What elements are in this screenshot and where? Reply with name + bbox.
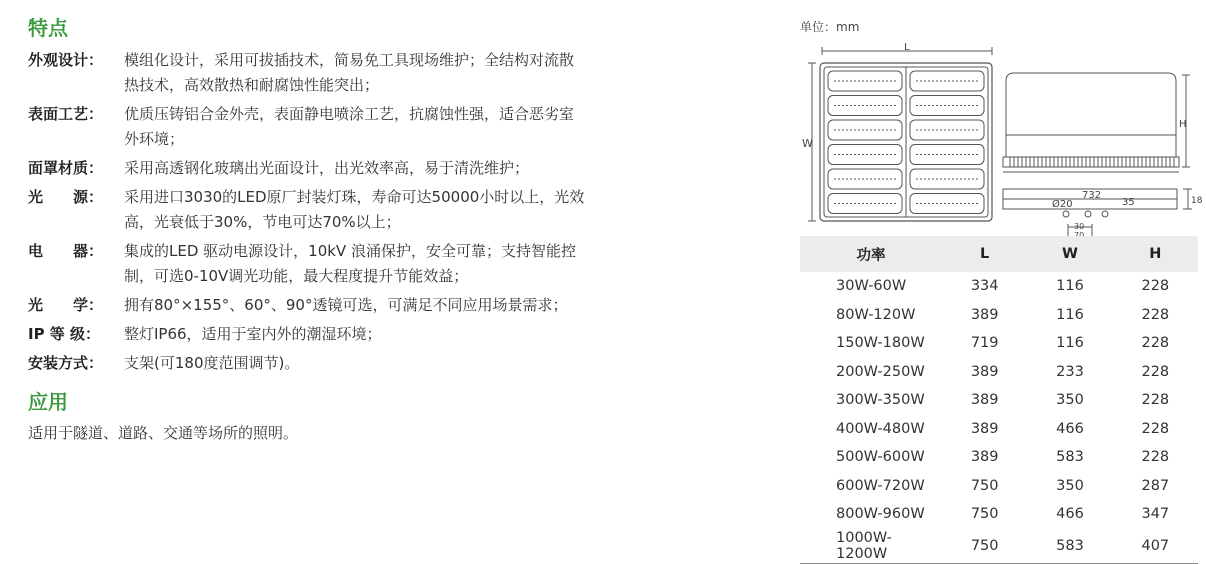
dim-18-label: 18 — [1191, 196, 1203, 206]
feature-label: 安装方式： — [28, 354, 104, 372]
application-title: 应用 — [28, 390, 68, 414]
feature-text-line: 支架(可180度范围调节)。 — [124, 354, 300, 372]
cell-power: 1000W-1200W — [800, 529, 942, 564]
feature-text — [124, 102, 748, 152]
cell-power: 300W-350W — [836, 392, 925, 409]
feature-text-line: 高，光衰低于30%，节电可达70%以上； — [124, 213, 401, 231]
feature-text-line: 拥有80°×155°、60°、90°透镜可选，可满足不同应用场景需求； — [124, 296, 568, 314]
cell-L: 389 — [970, 392, 999, 409]
table-row — [800, 500, 1198, 529]
feature-text-line: 制，可选0-10V调光功能，最大程度提升节能效益； — [124, 267, 469, 285]
cell-L: 389 — [970, 363, 999, 380]
features-column — [28, 14, 748, 446]
dim-L-label: L — [904, 42, 910, 53]
feature-item — [28, 322, 748, 347]
header-H: H — [1113, 236, 1198, 272]
feature-item — [28, 48, 748, 98]
cell-power: 600W-720W — [836, 477, 925, 494]
feature-label: 表面工艺： — [28, 105, 104, 123]
cell-power: 150W-180W — [836, 335, 925, 352]
cell-H: 287 — [1141, 477, 1170, 494]
feature-text-line: 采用进口3030的LED原厂封装灯珠，寿命可达50000小时以上，光效 — [124, 188, 585, 206]
cell-H: 228 — [1141, 392, 1170, 409]
cell-W: 116 — [1056, 335, 1084, 352]
feature-text — [124, 156, 748, 181]
cell-L: 719 — [970, 335, 999, 352]
unit-label: 单位：mm — [800, 20, 860, 34]
feature-text — [124, 185, 748, 235]
cell-H: 228 — [1141, 363, 1170, 380]
cell-L: 334 — [970, 278, 999, 295]
feature-label: 电 器： — [28, 242, 104, 260]
cell-H: 228 — [1141, 306, 1170, 323]
feature-item — [28, 102, 748, 152]
dim-H-label: H — [1179, 119, 1187, 130]
spec-table-header — [800, 236, 1198, 272]
feature-item — [28, 293, 748, 318]
feature-text-line: 优质压铸铝合金外壳，表面静电喷涂工艺，抗腐蚀性强，适合恶劣室 — [124, 105, 575, 123]
cell-L: 389 — [970, 449, 999, 466]
feature-item — [28, 156, 748, 181]
cell-W: 233 — [1056, 363, 1084, 380]
cell-W: 583 — [1056, 449, 1084, 466]
table-row — [800, 301, 1198, 330]
table-row — [800, 443, 1198, 472]
feature-text-line: 整灯IP66，适用于室内外的潮湿环境； — [124, 325, 382, 343]
table-row — [800, 358, 1198, 387]
cell-H: 407 — [1113, 529, 1198, 564]
feature-label: 光 学： — [28, 296, 104, 314]
feature-item — [28, 351, 748, 376]
feature-label: IP 等 级： — [28, 325, 101, 343]
dim-phi20-label: Ø20 — [1052, 199, 1073, 210]
cell-H: 228 — [1141, 449, 1170, 466]
cell-power: 800W-960W — [836, 506, 925, 523]
feature-label: 面罩材质： — [28, 159, 104, 177]
feature-text — [124, 293, 748, 318]
dim-732-label: 732 — [1082, 190, 1102, 201]
cell-power: 80W-120W — [836, 306, 916, 323]
spec-column — [800, 18, 1203, 562]
side-view-drawing — [1003, 73, 1190, 172]
cell-W: 116 — [1056, 306, 1084, 323]
cell-H: 228 — [1141, 420, 1170, 437]
feature-text-line: 集成的LED 驱动电源设计，10kV 浪涌保护，安全可靠；支持智能控 — [124, 242, 576, 260]
feature-text — [124, 239, 748, 289]
application-text: 适用于隧道、道路、交通等场所的照明。 — [28, 424, 299, 442]
feature-text-line: 热技术，高效散热和耐腐蚀性能突出； — [124, 76, 380, 94]
feature-item — [28, 239, 748, 289]
front-view-drawing — [808, 47, 992, 221]
feature-label: 外观设计： — [28, 51, 104, 69]
feature-text-line: 模组化设计，采用可拔插技术，简易免工具现场维护；全结构对流散 — [124, 51, 575, 69]
feature-text — [124, 48, 748, 98]
cell-W: 466 — [1056, 420, 1084, 437]
cell-W: 466 — [1056, 506, 1084, 523]
table-row — [800, 329, 1198, 358]
feature-text-line: 采用高透钢化玻璃出光面设计，出光效率高，易于清洗维护； — [124, 159, 530, 177]
table-row — [800, 415, 1198, 444]
cell-power: 30W-60W — [836, 278, 907, 295]
cell-power: 500W-600W — [836, 449, 925, 466]
features-title: 特点 — [28, 16, 68, 40]
cell-L: 750 — [970, 506, 999, 523]
header-power: 功率 — [800, 236, 942, 272]
cell-power: 200W-250W — [836, 363, 925, 380]
table-row — [800, 272, 1198, 301]
cell-W: 583 — [1027, 529, 1112, 564]
dim-W-label: W — [802, 137, 813, 150]
cell-L: 750 — [942, 529, 1027, 564]
cell-W: 350 — [1056, 477, 1084, 494]
feature-text — [124, 351, 748, 376]
spec-table — [800, 236, 1198, 564]
feature-list — [28, 48, 748, 376]
header-W: W — [1027, 236, 1112, 272]
header-L: L — [942, 236, 1027, 272]
product-dimension-drawing — [800, 39, 1203, 239]
cell-L: 750 — [970, 477, 999, 494]
feature-text-line: 外环境； — [124, 130, 185, 148]
feature-item — [28, 185, 748, 235]
cell-W: 116 — [1056, 278, 1084, 295]
dim-35-label: 35 — [1122, 197, 1135, 208]
cell-H: 228 — [1141, 278, 1170, 295]
cell-L: 389 — [970, 420, 999, 437]
table-row — [800, 386, 1198, 415]
dim-30-label: 30 — [1074, 222, 1085, 231]
cell-W: 350 — [1056, 392, 1084, 409]
dimension-drawings — [800, 39, 1203, 239]
cell-L: 389 — [970, 306, 999, 323]
table-row — [800, 529, 1198, 564]
cell-H: 228 — [1141, 335, 1170, 352]
feature-label: 光 源： — [28, 188, 104, 206]
feature-text — [124, 322, 748, 347]
table-row — [800, 472, 1198, 501]
cell-H: 347 — [1141, 506, 1170, 523]
cell-power: 400W-480W — [836, 420, 925, 437]
